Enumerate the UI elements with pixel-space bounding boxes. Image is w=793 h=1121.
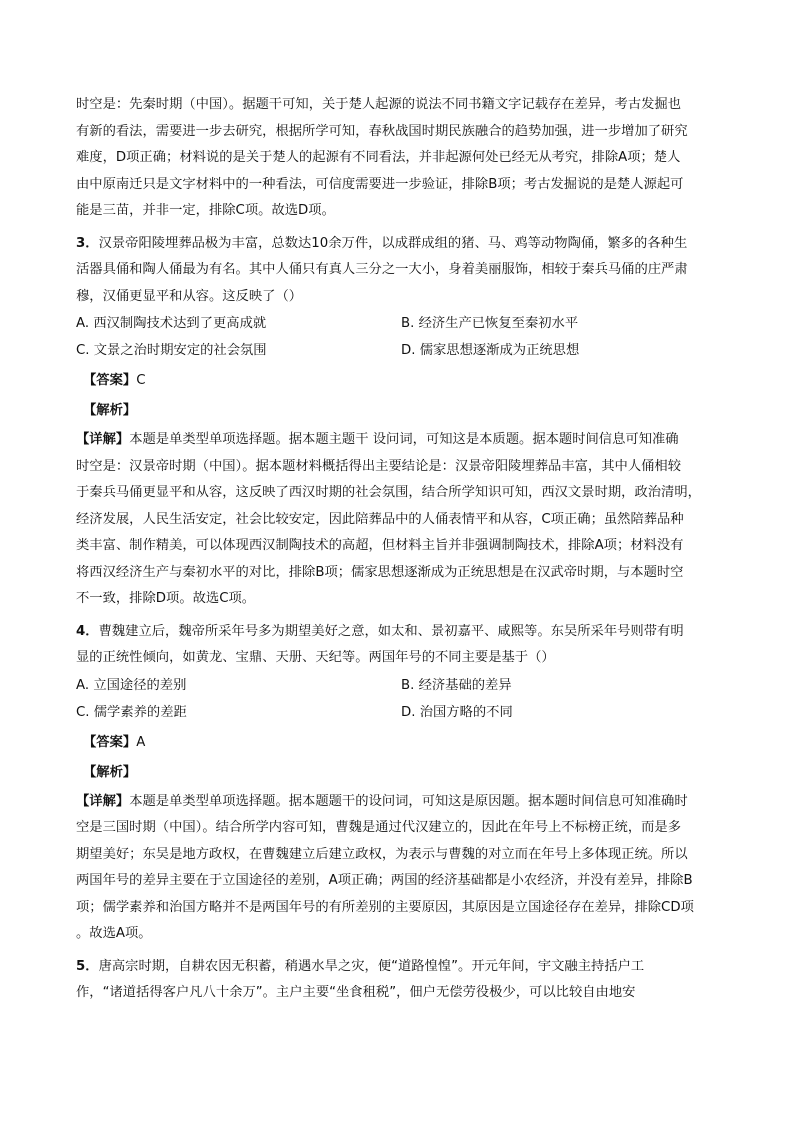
option-c: C. 文景之治时期安定的社会氛围 xyxy=(76,343,267,358)
text-line: 由中原南迁只是文字材料中的一种看法，可信度需要进一步验证，排除B项；考古发掘说的是楚人源起可 xyxy=(76,176,684,192)
question-4 xyxy=(76,619,726,948)
detail-line: 经济发展，人民生活安定，社会比较安定，因此陪葬品中的人俑表情平和从容，C项正确；虽然陪葬品种 xyxy=(76,511,684,527)
answer-value: A xyxy=(136,734,146,750)
detail-line: 两国年号的差异主要在于立国途径的差别，A项正确；两国的经济基础都是小农经济，并没有差异，排除B xyxy=(76,873,693,888)
text-line: 有新的看法，需要进一步去研究，根据所学可知，春秋战国时期民族融合的趋势加强，进一步增加了研究 xyxy=(76,123,688,139)
answer-label: 【答案】 xyxy=(83,373,137,388)
detail-first-line: 【详解】本题是单类型单项选择题。据本题主题干 设问词，可知这是本质题。据本题时间信息可知准确 xyxy=(76,432,679,447)
detail-line: 。故选A项。 xyxy=(76,926,152,941)
option-d: D. 治国方略的不同 xyxy=(401,704,513,720)
detail-first-line: 【详解】本题是单类型单项选择题。据本题题干的设问词，可知这是原因题。据本题时间信息可知准确时 xyxy=(76,793,688,809)
options xyxy=(76,310,726,364)
document-body xyxy=(76,92,726,1007)
option-a: A. 立国途径的差别 xyxy=(76,677,187,693)
option-b: B. 经济基础的差异 xyxy=(401,677,512,693)
stem-line: 作，“诸道括得客户凡八十余万”。主户主要“坐食租税”，佃户无偿劳役极少，可以比较自由地安 xyxy=(76,985,636,1000)
question-5 xyxy=(76,954,726,1007)
detail-label: 【详解】 xyxy=(76,793,130,809)
answer-label: 【答案】 xyxy=(83,734,137,750)
detail-label: 【详解】 xyxy=(76,432,130,447)
options xyxy=(76,672,726,726)
question-number: 5． xyxy=(76,958,99,974)
detail-block xyxy=(76,427,726,613)
detail-line: 于秦兵马俑更显平和从容，这反映了西汉时期的社会氛围，结合所学知识可知，西汉文景时期，政治清明， xyxy=(76,485,701,500)
stem-line: 显的正统性倾向，如黄龙、宝鼎、天册、天纪等。两国年号的不同主要是基于（） xyxy=(76,650,555,665)
text-line: 能是三苗，并非一定，排除C项。故选D项。 xyxy=(76,203,335,218)
detail-line: 时空是：汉景帝时期（中国）。据本题材料概括得出主要结论是：汉景帝阳陵埋葬品丰富，其中人俑相较 xyxy=(76,458,682,474)
detail-line: 项；儒学素养和治国方略并不是两国年号的有所差别的主要原因，其原因是立国途径存在差异，排除CD项 xyxy=(76,899,694,915)
q2-analysis-tail xyxy=(76,92,726,225)
option-d: D. 儒家思想逐渐成为正统思想 xyxy=(401,343,580,358)
question-number: 3． xyxy=(76,235,99,251)
option-b: B. 经济生产已恢复至秦初水平 xyxy=(401,316,579,331)
question-3 xyxy=(76,231,726,613)
analysis-label: 【解析】 xyxy=(83,764,137,780)
stem-line: 穆，汉俑更显平和从容。这反映了（） xyxy=(76,288,303,304)
text-line: 难度，D项正确；材料说的是关于楚人的起源有不同看法，并非起源何处已经无从考究，排除A项；楚人 xyxy=(76,150,681,165)
detail-line: 空是三国时期（中国）。结合所学内容可知，曹魏是通过代汉建立的，因此在年号上不标榜正统，而是多 xyxy=(76,820,682,835)
question-stem xyxy=(76,954,726,981)
question-stem xyxy=(76,619,726,646)
answer-line xyxy=(76,729,726,756)
text-line: 时空是：先秦时期（中国）。据题干可知，关于楚人起源的说法不同书籍文字记载存在差异，考古发掘也 xyxy=(76,97,682,112)
detail-block xyxy=(76,789,726,948)
analysis-label: 【解析】 xyxy=(83,403,137,418)
stem-line: 活器具俑和陶人俑最为有名。其中人俑只有真人三分之一大小，身着美丽服饰，相较于秦兵马俑的庄严肃 xyxy=(76,262,688,277)
detail-line: 不一致，排除D项。故选C项。 xyxy=(76,591,256,606)
stem-line: 汉景帝阳陵埋葬品极为丰富，总数达10余万件，以成群成组的猪、马、鸡等动物陶俑，繁多的各种生 xyxy=(98,235,688,251)
answer-line xyxy=(76,367,726,394)
question-stem xyxy=(76,231,726,258)
stem-line: 唐高宗时期，自耕农因无积蓄，稍遇水旱之灾，便“道路惶惶”。开元年间，宇文融主持括户工 xyxy=(98,958,645,974)
option-c: C. 儒学素养的差距 xyxy=(76,704,187,720)
detail-line: 类丰富、制作精美，可以体现西汉制陶技术的高超，但材料主旨并非强调制陶技术，排除A项；材料没有 xyxy=(76,538,684,553)
detail-line: 将西汉经济生产与秦初水平的对比，排除B项；儒家思想逐渐成为正统思想是在汉武帝时期，与本题时空 xyxy=(76,564,684,580)
answer-value: C xyxy=(136,373,146,388)
stem-line: 曹魏建立后，魏帝所采年号多为期望美好之意，如太和、景初嘉平、咸熙等。东吴所采年号则带有明 xyxy=(98,623,684,639)
detail-line: 期望美好；东吴是地方政权，在曹魏建立后建立政权，为表示与曹魏的对立而在年号上多体现正统。所以 xyxy=(76,846,688,862)
option-a: A. 西汉制陶技术达到了更高成就 xyxy=(76,316,267,331)
question-number: 4． xyxy=(76,623,99,639)
